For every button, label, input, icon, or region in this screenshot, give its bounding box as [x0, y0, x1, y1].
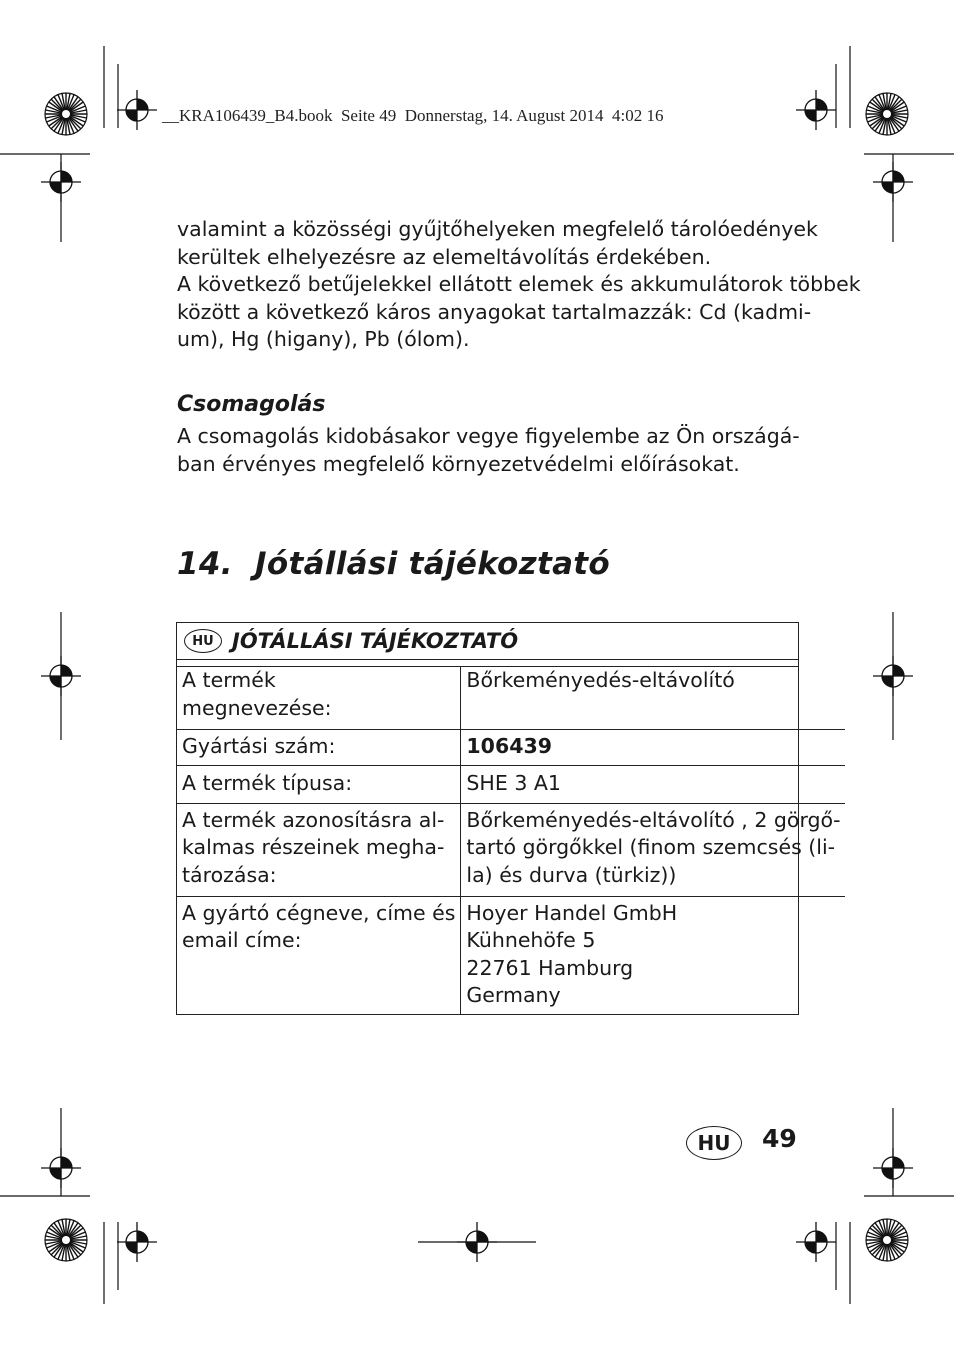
- value-line: SHE 3 A1: [466, 770, 561, 795]
- text-line: A csomagolás kidobásakor vegye figyelembe az Ön országá-: [177, 424, 800, 448]
- value-line: Germany: [466, 983, 561, 1007]
- value-line: Kühnehöfe 5: [466, 928, 596, 952]
- text-line: A következő betűjelekkel ellátott elemek és akkumulátorok többek: [177, 272, 861, 296]
- warranty-info-table: [176, 622, 841, 1015]
- table-row: [177, 896, 845, 1014]
- label-line: Gyártási szám:: [182, 733, 336, 758]
- row-label: [177, 729, 461, 765]
- label-line: A termék típusa:: [182, 770, 353, 795]
- value-line: la) és durva (türkiz)): [466, 862, 677, 887]
- serial-number: 106439: [466, 733, 553, 758]
- label-line: A gyártó cégneve, címe és: [182, 900, 456, 925]
- row-value: [461, 667, 846, 729]
- warranty-table-title-row: [177, 623, 798, 660]
- label-line: megnevezése:: [182, 695, 332, 720]
- warranty-details: [177, 667, 845, 1014]
- text-line: kerültek elhelyezésre az elemeltávolítás érdekében.: [177, 244, 712, 269]
- battery-disposal-paragraph: [177, 216, 861, 354]
- label-line: A termék azonosításra al-: [182, 807, 445, 832]
- value-line: Hoyer Handel GmbH: [466, 900, 678, 925]
- packaging-heading: Csomagolás: [177, 392, 326, 417]
- value-line: tartó görgőkkel (finom szemcsés (li-: [466, 835, 836, 859]
- section-title: Jótállási tájékoztató: [255, 546, 611, 582]
- divider: [177, 660, 798, 667]
- label-line: tározása:: [182, 862, 277, 887]
- label-line: kalmas részeinek megha-: [182, 835, 445, 859]
- row-label: [177, 803, 461, 896]
- row-value: [461, 765, 846, 803]
- warranty-table-title: JÓTÁLLÁSI TÁJÉKOZTATÓ: [232, 629, 519, 653]
- row-label: [177, 667, 461, 729]
- text-line: um), Hg (higany), Pb (ólom).: [177, 327, 470, 351]
- value-line: Bőrkeményedés-eltávolító: [466, 668, 735, 692]
- text-line: között a következő káros anyagokat tartalmazzák: Cd (kadmi-: [177, 299, 812, 324]
- section-number: 14.: [177, 546, 233, 582]
- row-value: [461, 803, 846, 896]
- row-value: [461, 896, 846, 1014]
- label-line: email címe:: [182, 928, 302, 952]
- packaging-paragraph: [177, 423, 802, 478]
- country-badge: HU: [686, 1126, 742, 1160]
- row-label: [177, 765, 461, 803]
- row-label: [177, 896, 461, 1014]
- label-line: A termék: [182, 668, 276, 692]
- text-line: valamint a közösségi gyűjtőhelyeken megfelelő tárolóedények: [177, 217, 818, 241]
- country-badge: HU: [184, 629, 222, 653]
- table-row: [177, 729, 845, 765]
- table-row: [177, 803, 845, 896]
- print-info-line: __KRA106439_B4.book Seite 49 Donnerstag, 14. August 2014 4:02 16: [162, 106, 664, 125]
- value-line: Bőrkeményedés-eltávolító , 2 görgő-: [466, 807, 841, 832]
- text-line: ban érvényes megfelelő környezetvédelmi előírásokat.: [177, 451, 740, 476]
- table-row: [177, 667, 845, 729]
- row-value: [461, 729, 846, 765]
- page-number: 49: [762, 1124, 797, 1153]
- value-line: 22761 Hamburg: [466, 955, 634, 980]
- section-heading: [177, 546, 610, 582]
- table-row: [177, 765, 845, 803]
